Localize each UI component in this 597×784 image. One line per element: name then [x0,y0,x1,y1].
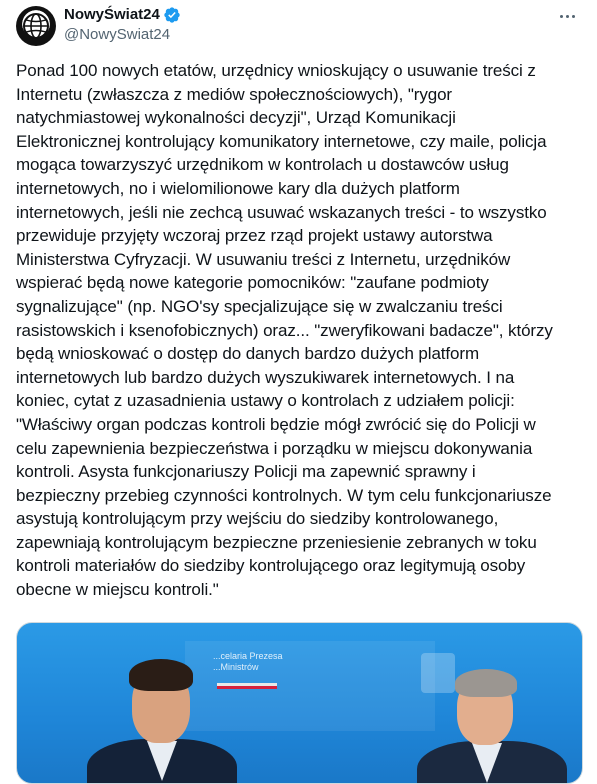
tweet-text: Ponad 100 nowych etatów, urzędnicy wnioskujący o usuwanie treści z Internetu (zwłaszcza z mediów społecznościowych), "rygor natychmiastowej wykonalności decyzji", Urząd Komunikacji Elektronicznej kontrolujący komunikatory internetowe, czy maile, policja mogąca towarzyszyć urzędnikom w kontrolach u dostawców usług internetowych, no i wielomilionowe kary dla dużych platform internetowych, jeśli nie zechcą usuwać wskazanych treści - to wszystko przewiduje przyjęty wczoraj przez rząd projekt ustawy autorstwa Ministerstwa Cyfryzacji. W usuwaniu treści z Internetu, urzędników wspierać będą nowe kategorie pomocników: "zaufane podmioty sygnalizujące" (np. NGO'sy specjalizujące się w zwalczaniu treści rasistowskich i ksenofobicznych) oraz... "zweryfikowani badacze", którzy będą wnioskować o dostęp do danych bardzo dużych platform internetowych lub bardzo dużych wyszukiwarek internetowych. I na koniec, cytat z uzasadnienia ustawy o kontrolach z udziałem policji: "Właściwy organ podczas kontroli będzie mógł zwrócić się do Policji w celu zapewnienia bezpieczeństwa i porządku w miejscu dokonywania kontroli. Asysta funkcjonariuszy Policji ma zapewnić sprawny i bezpieczny przebieg czynności kontrolnych. W tym celu funkcjonariusze asystują kontrolującym przy wejściu do siedziby kontrolowanego, zapewniają kontrolującym bezpieczne przeniesienie zebranych w toku kontroli materiałów do siedziby kontrolującego oraz legitymują osoby obecne w miejscu kontroli." [16,61,553,600]
tweet-header [16,0,581,56]
author-display-name[interactable]: NowyŚwiat24 [64,6,160,23]
globe-icon [19,9,53,43]
author-handle[interactable]: @NowySwiat24 [64,26,171,43]
verified-badge-icon [163,6,181,24]
more-options-icon[interactable] [555,6,579,26]
person-right [397,653,567,784]
avatar[interactable] [16,6,56,46]
banner-text: ...celaria Prezesa ...Ministrów [213,651,283,672]
person-left [77,653,227,784]
tweet-image[interactable] [16,622,583,784]
